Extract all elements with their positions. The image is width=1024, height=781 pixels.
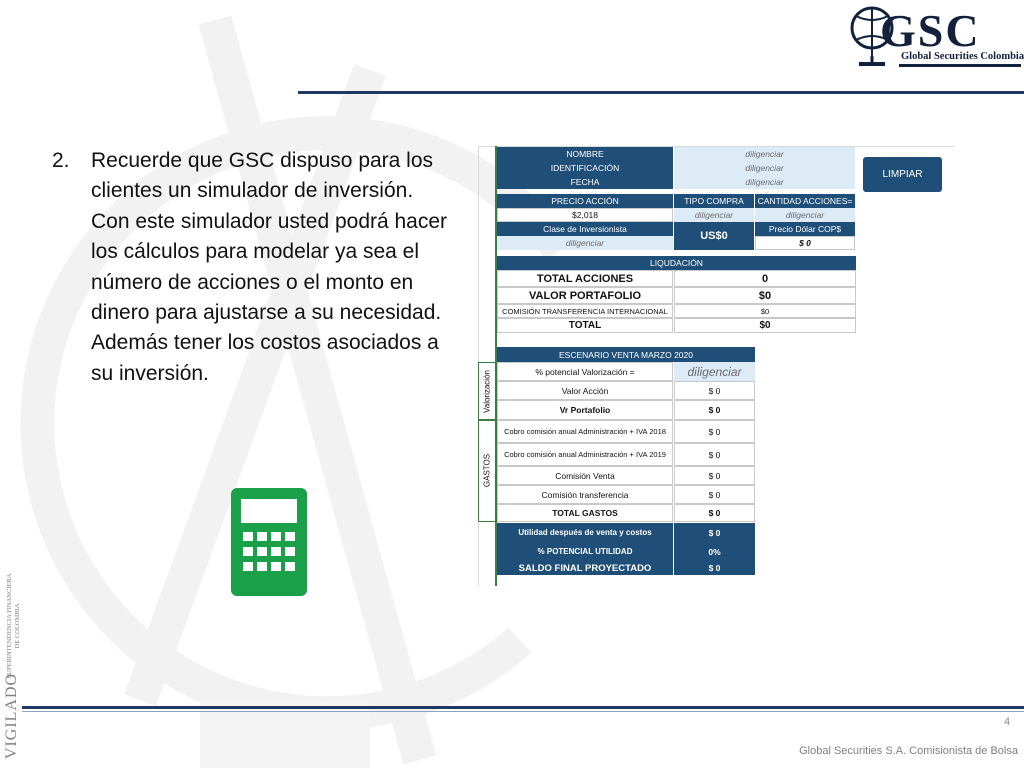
potencial-utilidad-label: % POTENCIAL UTILIDAD xyxy=(497,542,673,561)
fecha-label: FECHA xyxy=(497,175,673,189)
comision-venta-label: Comisión Venta xyxy=(497,466,673,485)
valor-accion-label: Valor Acción xyxy=(497,381,673,400)
logo-underline xyxy=(899,64,1021,67)
logo-tagline: Global Securities Colombia xyxy=(901,51,1024,62)
limpiar-button[interactable]: LIMPIAR xyxy=(863,157,942,192)
escenario-title: ESCENARIO VENTA MARZO 2020 xyxy=(497,347,755,362)
total-label: TOTAL xyxy=(497,318,673,333)
saldo-final-label: SALDO FINAL PROYECTADO xyxy=(497,561,673,575)
total-value: $0 xyxy=(674,318,856,333)
potencial-valorizacion-label: % potencial Valorización = xyxy=(497,362,673,381)
valor-portafolio-label: VALOR PORTAFOLIO xyxy=(497,287,673,304)
superintendencia-line-2: DE COLOMBIA xyxy=(14,603,21,649)
total-gastos-value: $ 0 xyxy=(674,504,755,522)
tipo-compra-input[interactable]: diligenciar xyxy=(674,208,754,222)
clase-inversionista-input[interactable]: diligenciar xyxy=(497,236,673,250)
comision-admin-2018-label: Cobro comisión anual Administración + IVA 2018 xyxy=(497,420,673,443)
comision-internacional-label: COMISIÓN TRANSFERENCIA INTERNACIONAL xyxy=(497,304,673,318)
bullet-text: Recuerde que GSC dispuso para los clientes un simulador de inversión. Con este simulador usted podrá hacer los cálculos para modelar ya sea el número de acciones o el monto en dinero para ajustarse a su necesidad. Además tener los costos asociados a su inversión. xyxy=(91,149,448,385)
vigilado-label: VIGILADO xyxy=(3,672,20,760)
liquidacion-title: LIQUDACIÓN xyxy=(497,256,856,270)
comision-admin-2019-value: $ 0 xyxy=(674,443,755,466)
usd-total: US$0 xyxy=(674,222,754,250)
saldo-final-value: $ 0 xyxy=(674,561,755,575)
valor-portafolio-value: $0 xyxy=(674,287,856,304)
bottom-divider xyxy=(22,706,1024,709)
potencial-utilidad-value: 0% xyxy=(674,542,755,561)
comision-internacional-value: $0 xyxy=(674,304,856,318)
gastos-side-label: GASTOS xyxy=(482,453,492,488)
comision-venta-value: $ 0 xyxy=(674,466,755,485)
nombre-input[interactable]: diligenciar xyxy=(674,147,855,161)
cantidad-acciones-label: CANTIDAD ACCIONES= xyxy=(755,194,855,208)
gsc-logo xyxy=(845,0,1024,72)
clase-inversionista-label: Clase de Inversionista xyxy=(497,222,673,236)
top-divider xyxy=(298,91,1024,94)
comision-admin-2019-label: Cobro comisión anual Administración + IVA 2019 xyxy=(497,443,673,466)
main-text xyxy=(52,146,452,389)
vr-portafolio-value: $ 0 xyxy=(674,400,755,420)
nombre-label: NOMBRE xyxy=(497,147,673,161)
comision-transferencia-value: $ 0 xyxy=(674,485,755,504)
precio-dolar-value[interactable]: $ 0 xyxy=(755,236,855,250)
utilidad-label: Utilidad después de venta y costos xyxy=(497,523,673,542)
valor-accion-value: $ 0 xyxy=(674,381,755,400)
total-gastos-label: TOTAL GASTOS xyxy=(497,504,673,522)
identificacion-input[interactable]: diligenciar xyxy=(674,161,855,175)
tipo-compra-label: TIPO COMPRA xyxy=(674,194,754,208)
cantidad-acciones-input[interactable]: diligenciar xyxy=(755,208,855,222)
precio-accion-value: $2,018 xyxy=(497,208,673,222)
calculator-icon xyxy=(231,488,307,596)
footer-text: Global Securities S.A. Comisionista de Bolsa xyxy=(799,745,1018,757)
comision-transferencia-label: Comisión transferencia xyxy=(497,485,673,504)
potencial-valorizacion-input[interactable]: diligenciar xyxy=(674,362,755,381)
logo-text: GSC xyxy=(880,5,981,56)
utilidad-value: $ 0 xyxy=(674,523,755,542)
valorizacion-side-label: Valorización xyxy=(482,370,492,413)
bottom-divider-thin xyxy=(22,711,1024,712)
total-acciones-value: 0 xyxy=(674,270,856,287)
precio-accion-label: PRECIO ACCIÓN xyxy=(497,194,673,208)
comision-admin-2018-value: $ 0 xyxy=(674,420,755,443)
precio-dolar-label: Precio Dólar COP$ xyxy=(755,222,855,236)
bullet-number: 2. xyxy=(52,149,70,172)
vr-portafolio-label: Vr Portafolio xyxy=(497,400,673,420)
identificacion-label: IDENTIFICACIÓN xyxy=(497,161,673,175)
fecha-input[interactable]: diligenciar xyxy=(674,175,855,189)
page-number: 4 xyxy=(1004,716,1011,728)
total-acciones-label: TOTAL ACCIONES xyxy=(497,270,673,287)
superintendencia-line-1: SUPERINTENDENCIA FINANCIERA xyxy=(6,573,13,679)
superintendencia-label xyxy=(6,551,34,701)
